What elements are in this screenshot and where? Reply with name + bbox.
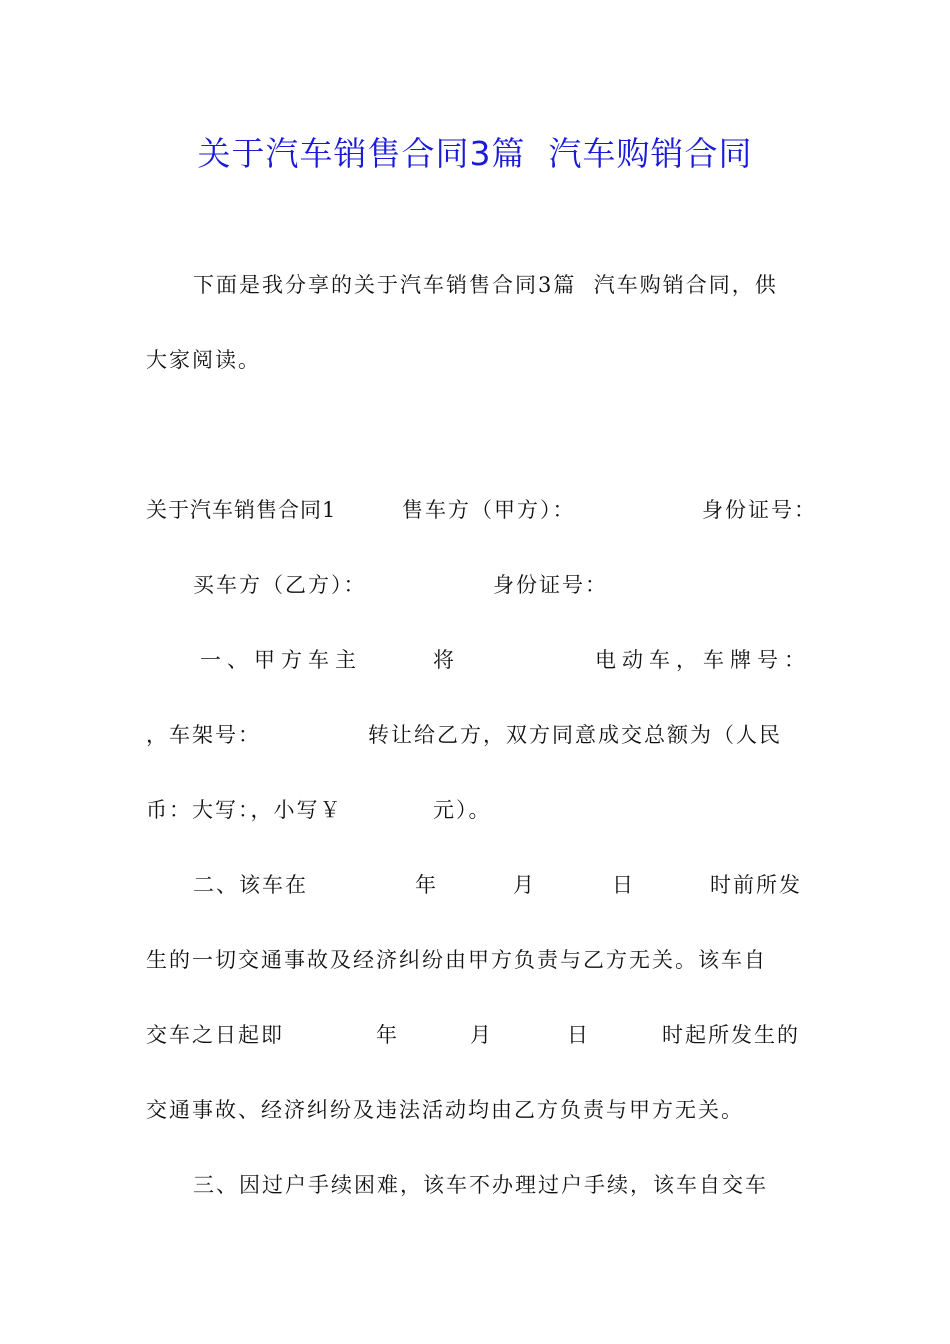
clause-1-line-2-b: 转让给乙方，双方同意成交总额为（人民	[368, 723, 782, 747]
clause-2-year: 年	[415, 873, 438, 897]
clause-2-month: 月	[513, 873, 536, 897]
clause-2-line-3-year: 年	[376, 1023, 399, 1047]
clause-3-line-1: 三、因过户手续困难，该车不办理过户手续，该车自交车	[193, 1173, 768, 1197]
clause-2-part-a: 二、该车在	[193, 873, 308, 897]
clause-2-line-3-month: 月	[470, 1023, 493, 1047]
clause-1-line-2-a: ，车架号：	[146, 723, 261, 747]
intro-line-2: 大家阅读。	[146, 348, 261, 372]
clause-2-line-3-b: 时起所发生的	[662, 1023, 800, 1047]
clause-2-line-2: 生的一切交通事故及经济纠纷由甲方负责与乙方无关。该车自	[146, 948, 767, 972]
clause-1-part-a: 一、甲方车主	[200, 648, 362, 672]
seller-label: 售车方（甲方）：	[402, 498, 576, 522]
seller-id-label: 身份证号：	[702, 498, 817, 522]
clause-1-part-c: 电动车，车牌号：	[595, 648, 811, 672]
buyer-id-label: 身份证号：	[493, 573, 608, 597]
contract-heading: 关于汽车销售合同1	[146, 498, 337, 522]
intro-line-1: 下面是我分享的关于汽车销售合同3篇 汽车购销合同，供	[193, 273, 778, 297]
clause-2-line-3-day: 日	[567, 1023, 590, 1047]
clause-1-line-3-a: 币：大写：，小写￥	[146, 798, 343, 822]
clause-1-part-b: 将	[433, 648, 456, 672]
clause-2-line-3-a: 交车之日起即	[146, 1023, 284, 1047]
document-title: 关于汽车销售合同3篇 汽车购销合同	[197, 134, 753, 173]
buyer-label: 买车方（乙方）：	[193, 573, 367, 597]
clause-1-line-3-b: 元）。	[433, 798, 492, 822]
clause-2-line-4: 交通事故、经济纠纷及违法活动均由乙方负责与甲方无关。	[146, 1098, 744, 1122]
clause-2-day: 日	[612, 873, 635, 897]
clause-2-part-b: 时前所发	[710, 873, 802, 897]
